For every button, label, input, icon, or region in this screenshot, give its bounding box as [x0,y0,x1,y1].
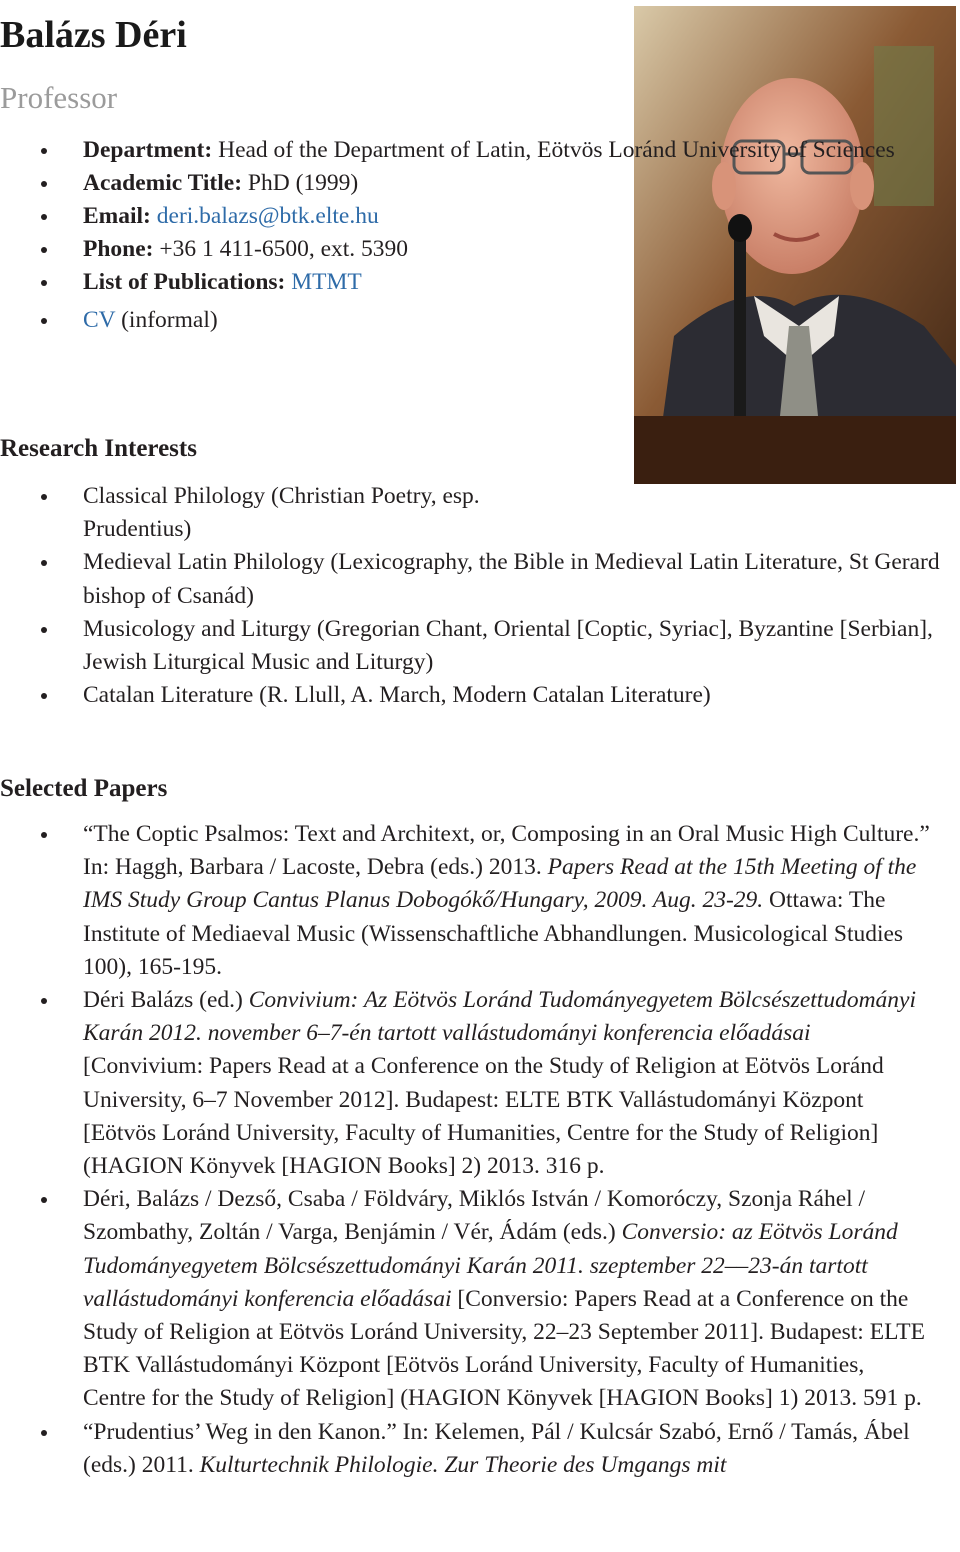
cv-link[interactable]: CV [83,307,116,333]
email-link[interactable]: deri.balazs@btk.elte.hu [156,203,379,229]
mtmt-link[interactable]: MTMT [291,269,362,295]
paper-source-title: Conversio: az Eötvös Loránd Tudományegyetem Bölcsészettudományi Karán 2011. szeptember 22––23-án tartott vallástudományi konferencia előadásai [83,1219,898,1312]
department-item [0,134,895,167]
selected-papers-list [0,818,930,1482]
person-name: Balázs Déri [0,14,187,56]
phone-value: +36 1 411-6500, ext. 5390 [153,236,409,262]
paper-item [0,818,930,984]
selected-papers-heading: Selected Papers [0,775,168,802]
department-label: Department: [83,137,213,163]
research-interests-heading: Research Interests [0,435,197,462]
list-item: Medieval Latin Philology (Lexicography, the Bible in Medieval Latin Literature, St Gerard bishop of Csanád) [0,546,940,612]
paper-citation: Déri Balázs (ed.) [83,987,249,1014]
research-interests-list [0,480,940,712]
paper-item [0,984,930,1183]
cv-item [0,304,895,337]
paper-item [0,1416,930,1482]
paper-item [0,1183,930,1415]
email-label: Email: [83,203,151,229]
list-item: Musicology and Liturgy (Gregorian Chant, Oriental [Coptic, Syriac], Byzantine [Serbian], Jewish Liturgical Music and Liturgy) [0,613,940,679]
academic-title-value: PhD (1999) [242,170,359,196]
department-value: Head of the Department of Latin, Eötvös Loránd University of Sciences [212,137,895,163]
paper-publisher: [Conversio: Papers Read at a Conference on the Study of Religion at Eötvös Loránd University, 22–23 September 2011]. Budapest: ELTE BTK Vallástudományi Központ [Eötvös Loránd University, Faculty of Humanities, Centre for the Study of Religion] (HAGION Könyvek [HAGION Books] 1) 2013. 591 p. [83,1285,925,1412]
list-item: Catalan Literature (R. Llull, A. March, Modern Catalan Literature) [0,679,940,712]
paper-source-title: Kulturtechnik Philologie. Zur Theorie des Umgangs mit [199,1451,727,1478]
publications-label: List of Publications: [83,269,286,295]
academic-title-item [0,167,895,200]
cv-suffix: (informal) [115,307,218,333]
paper-citation: “The Coptic Psalmos: Text and Architext, or, Composing in an Oral Music High Culture.” In: Haggh, Barbara / Lacoste, Debra (eds.) 2013. [83,821,930,881]
phone-label: Phone: [83,236,154,262]
paper-source-title: Papers Read at the 15th Meeting of the IMS Study Group Cantus Planus Dobogókő/Hungary, 2009. Aug. 23-29. [83,854,917,914]
phone-item [0,233,895,266]
academic-title-label: Academic Title: [83,170,243,196]
paper-publisher: Ottawa: The Institute of Mediaeval Music (Wissenschaftliche Abhandlungen. Musicological Studies 100), 165-195. [83,887,904,980]
paper-source-title: Convivium: Az Eötvös Loránd Tudományegyetem Bölcsészettudományi Karán 2012. november 6–7-én tartott vallástudományi konferencia előadásai [83,987,916,1047]
publications-item [0,266,895,299]
list-item: Classical Philology (Christian Poetry, esp. Prudentius) [0,480,523,546]
paper-citation: Déri, Balázs / Dezső, Csaba / Földváry, Miklós István / Komoróczy, Szonja Ráhel / Szombathy, Zoltán / Varga, Benjámin / Vér, Ádám (eds.) [83,1186,866,1246]
paper-publisher: [Convivium: Papers Read at a Conference on the Study of Religion at Eötvös Loránd University, 6–7 November 2012]. Budapest: ELTE BTK Vallástudományi Központ [Eötvös Loránd University, Faculty of Humanities, Centre for the Study of Religion] (HAGION Könyvek [HAGION Books] 2) 2013. 316 p. [83,1053,884,1180]
contact-info-list [0,134,895,337]
person-title: Professor [0,80,118,115]
email-item [0,200,895,233]
paper-citation: “Prudentius’ Weg in den Kanon.” In: Kelemen, Pál / Kulcsár Szabó, Ernő / Tamás, Ábel (eds.) 2011. [83,1418,910,1478]
